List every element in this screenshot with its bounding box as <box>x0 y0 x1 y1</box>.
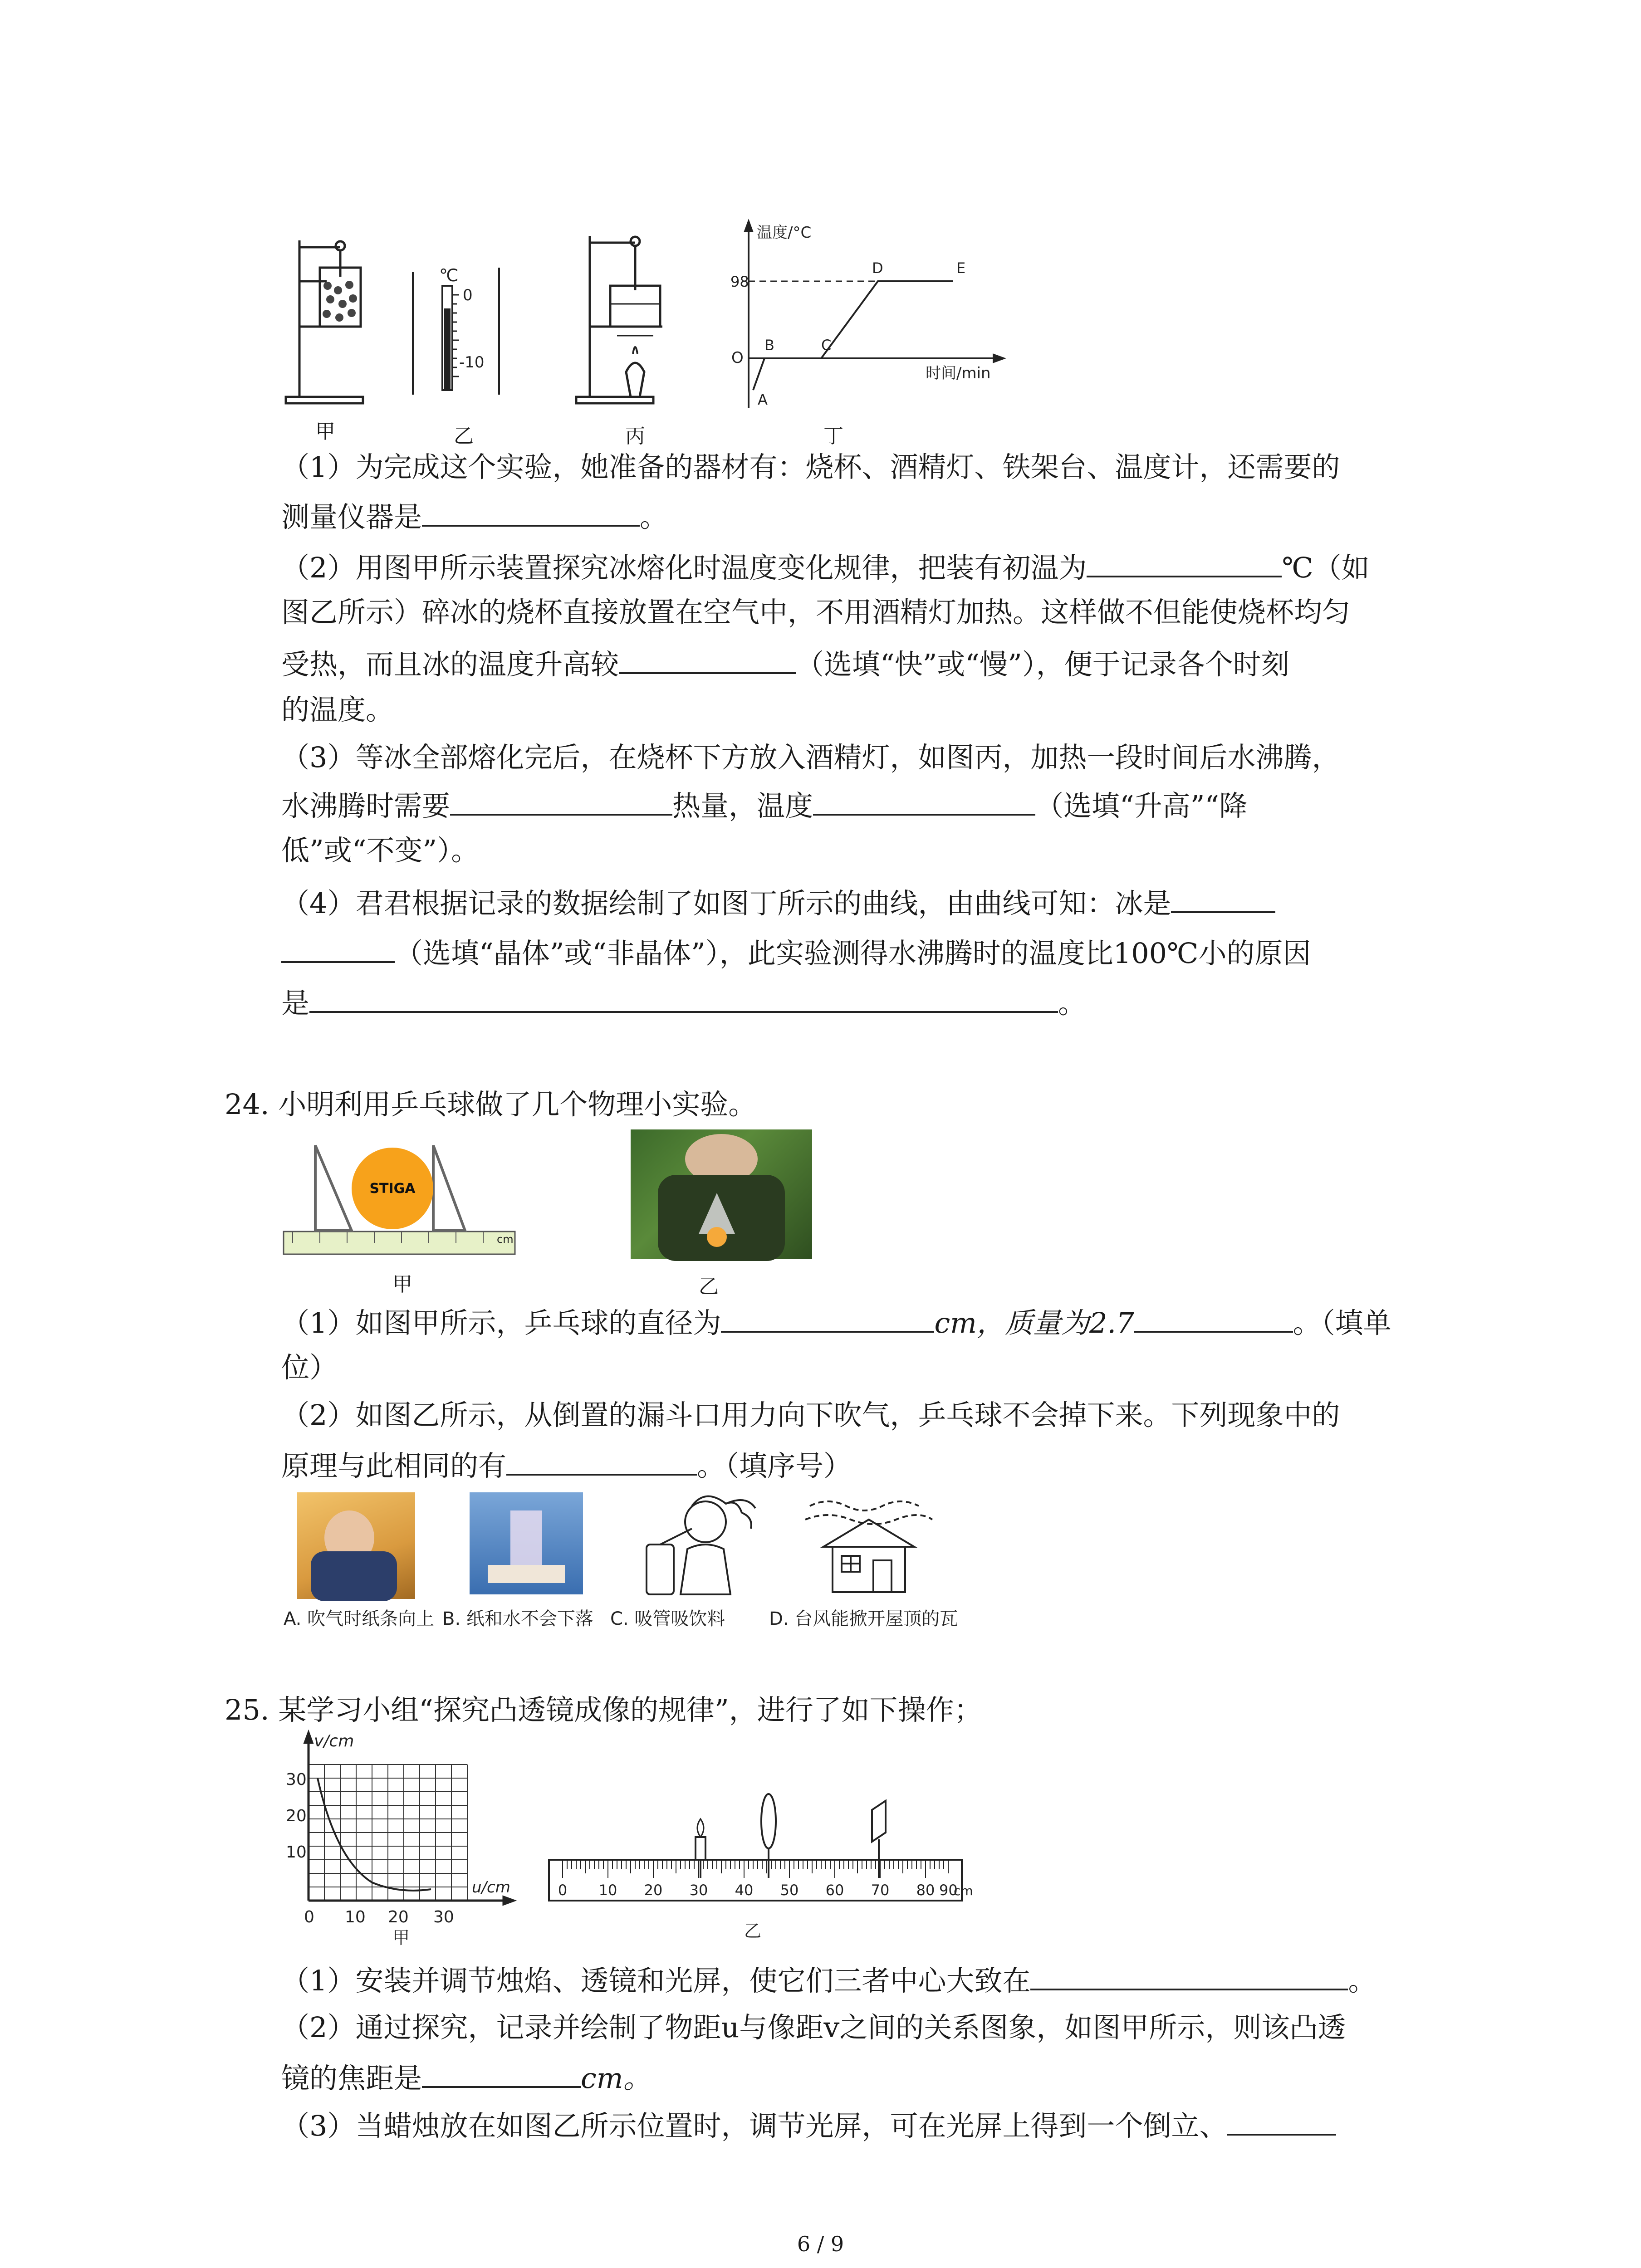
answer-blank[interactable] <box>1030 1960 1348 1990</box>
answer-blank[interactable] <box>422 496 640 527</box>
svg-text:B: B <box>764 337 774 354</box>
thermometer-scale <box>413 268 499 395</box>
q25-p1-line1: （1）安装并调节烛焰、透镜和光屏，使它们三者中心大致在 。 <box>281 1960 1443 2001</box>
svg-text:温度/°C: 温度/°C <box>757 224 812 242</box>
svg-text:v/cm: v/cm <box>314 1732 354 1750</box>
q24-p2-line2: 原理与此相同的有 。（填序号） <box>281 1445 1443 1486</box>
svg-text:60: 60 <box>825 1882 844 1899</box>
answer-blank[interactable] <box>506 1445 697 1476</box>
q23-p1-line1: （1）为完成这个实验，她准备的器材有：烧杯、酒精灯、铁架台、温度计，还需要的 <box>281 450 1340 484</box>
stand-ice-beaker <box>286 240 363 403</box>
q24-p2-line1: （2）如图乙所示，从倒置的漏斗口用力向下吹气，乒乓球不会掉下来。下列现象中的 <box>281 1398 1340 1432</box>
svg-text:0: 0 <box>463 286 473 304</box>
answer-blank[interactable] <box>721 1302 934 1333</box>
fig23-label-d: 丁 <box>823 425 843 448</box>
fig24-label-b: 乙 <box>699 1275 719 1298</box>
answer-blank[interactable] <box>1087 547 1282 577</box>
svg-text:80: 80 <box>916 1882 935 1899</box>
answer-blank[interactable] <box>619 643 796 674</box>
fig23-label-b: 乙 <box>454 425 474 448</box>
svg-text:10: 10 <box>598 1882 617 1899</box>
answer-blank[interactable] <box>450 785 672 816</box>
stand-beaker-burner <box>576 236 662 403</box>
answer-blank[interactable] <box>422 2057 581 2088</box>
fig24-label-a: 甲 <box>392 1273 412 1296</box>
svg-text:50: 50 <box>780 1882 799 1899</box>
fig24-ruler-ball <box>284 1136 515 1259</box>
answer-blank[interactable] <box>281 932 395 963</box>
q23-p3-line2: 水沸腾时需要 热量，温度 （选填“升高”“降 <box>281 785 1443 826</box>
answer-blank[interactable] <box>1171 882 1275 913</box>
svg-text:90: 90 <box>939 1882 958 1899</box>
photo-blowing-paper <box>297 1492 415 1599</box>
svg-text:乙: 乙 <box>744 1921 762 1941</box>
q23-p2-line1: （2）用图甲所示装置探究冰熔化时温度变化规律，把装有初温为 ℃（如 <box>281 547 1443 588</box>
q23-p2-line4: 的温度。 <box>281 693 394 726</box>
page-number: 6 / 9 <box>797 2232 844 2256</box>
q25-title: 25. 某学习小组“探究凸透镜成像的规律”，进行了如下操作； <box>225 1693 982 1726</box>
svg-text:A: A <box>758 391 768 408</box>
drawing-straw-drink <box>628 1486 764 1599</box>
fig23-label-a: 甲 <box>315 420 335 443</box>
q23-p3-line1: （3）等冰全部熔化完后，在烧杯下方放入酒精灯，如图丙，加热一段时间后水沸腾， <box>281 741 1340 774</box>
q25-p2-line2: 镜的焦距是 cm。 <box>281 2057 1443 2099</box>
answer-blank[interactable] <box>1134 1302 1293 1333</box>
svg-text:98: 98 <box>730 273 749 290</box>
answer-blank[interactable] <box>309 982 1058 1013</box>
svg-text:20: 20 <box>644 1882 663 1899</box>
photo-paper-water <box>470 1492 583 1594</box>
q24-title: 24. 小明利用乒乓球做了几个物理小实验。 <box>225 1088 757 1121</box>
q23-p3-line3: 低”或“不变”）。 <box>281 834 480 867</box>
svg-text:cm: cm <box>497 1233 514 1246</box>
q24-p1-line2: 位） <box>281 1351 338 1384</box>
svg-text:cm: cm <box>954 1883 973 1898</box>
q23-p4-line1: （4）君君根据记录的数据绘制了如图丁所示的曲线，由曲线可知：冰是 <box>281 882 1443 924</box>
svg-text:40: 40 <box>735 1882 754 1899</box>
q23-p2-line2: 图乙所示）碎冰的烧杯直接放置在空气中，不用酒精灯加热。这样做不但能使烧杯均匀 <box>281 596 1351 629</box>
optical-bench <box>544 1783 971 1946</box>
svg-text:70: 70 <box>871 1882 890 1899</box>
svg-text:30: 30 <box>286 1770 307 1789</box>
svg-text:STIGA: STIGA <box>369 1181 416 1197</box>
svg-text:E: E <box>956 259 966 277</box>
svg-text:-10: -10 <box>459 353 485 371</box>
q23-p2-line3: 受热，而且冰的温度升高较 （选填“快”或“慢”），便于记录各个时刻 <box>281 643 1443 685</box>
q25-p3-line1: （3）当蜡烛放在如图乙所示位置时，调节光屏，可在光屏上得到一个倒立、 <box>281 2105 1443 2146</box>
option-d: D. 台风能掀开屋顶的瓦 <box>769 1608 958 1629</box>
svg-text:u/cm: u/cm <box>472 1878 510 1897</box>
svg-text:30: 30 <box>433 1908 454 1926</box>
svg-text:30: 30 <box>689 1882 708 1899</box>
svg-text:D: D <box>872 259 883 277</box>
q23-p1-line2: 测量仪器是 。 <box>281 496 1443 538</box>
photo-funnel-blowing <box>631 1129 812 1259</box>
q23-p4-line2: （选填“晶体”或“非晶体”），此实验测得水沸腾时的温度比100℃小的原因 <box>281 932 1443 974</box>
svg-text:20: 20 <box>388 1908 409 1926</box>
fig23-apparatus <box>272 218 1025 431</box>
fig23-label-c: 丙 <box>625 425 645 448</box>
svg-text:℃: ℃ <box>439 265 459 285</box>
svg-text:10: 10 <box>345 1908 366 1926</box>
option-b: B. 纸和水不会下落 <box>442 1608 593 1629</box>
svg-text:10: 10 <box>286 1843 307 1862</box>
option-c: C. 吸管吸饮料 <box>610 1608 725 1629</box>
svg-text:C: C <box>821 337 832 354</box>
answer-blank[interactable] <box>1227 2105 1336 2136</box>
q23-p4-line3: 是 。 <box>281 982 1443 1024</box>
svg-text:20: 20 <box>286 1807 307 1825</box>
drawing-typhoon-roof <box>801 1492 937 1597</box>
answer-blank[interactable] <box>813 785 1035 816</box>
option-a: A. 吹气时纸条向上 <box>284 1608 435 1629</box>
svg-text:时间/min: 时间/min <box>926 364 991 382</box>
q25-p2-line1: （2）通过探究，记录并绘制了物距u与像距v之间的关系图象，如图甲所示，则该凸透 <box>281 2011 1346 2044</box>
uv-graph <box>281 1733 535 1950</box>
svg-text:甲: 甲 <box>392 1928 410 1948</box>
svg-text:0: 0 <box>558 1882 568 1899</box>
q24-p1-line1: （1）如图甲所示，乒乓球的直径为 cm，质量为2.7 。（填单 <box>281 1302 1443 1344</box>
svg-text:O: O <box>731 349 744 367</box>
svg-text:0: 0 <box>304 1908 314 1926</box>
